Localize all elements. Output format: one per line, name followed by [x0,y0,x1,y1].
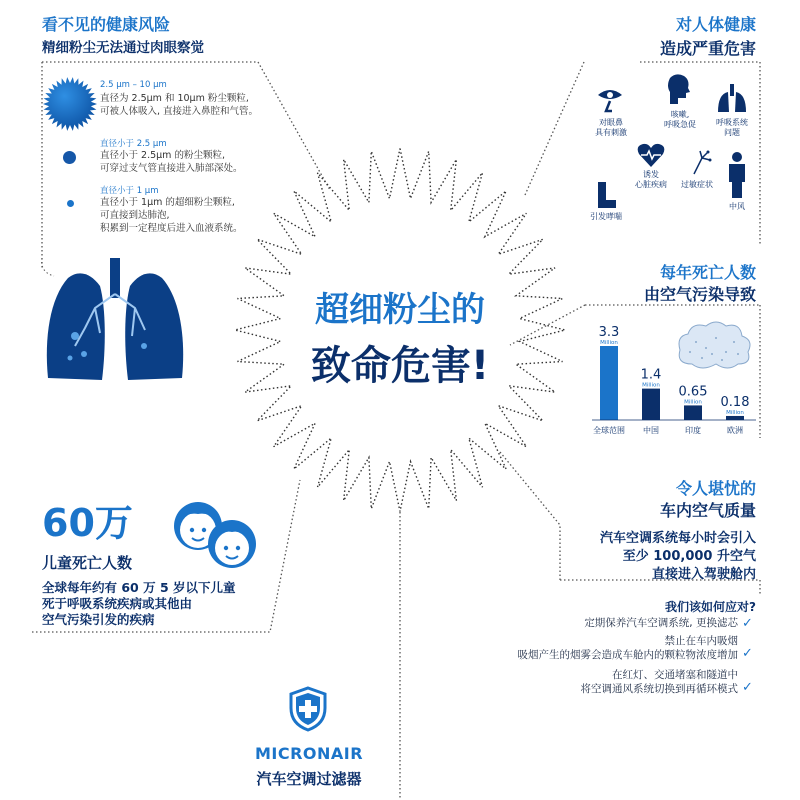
car-air-title-line1: 令人堪忧的 [675,479,756,498]
eye-nose-icon [596,85,624,113]
check-icon-3: ✓ [742,680,753,695]
tip-2: 禁止在车内吸烟 吸烟产生的烟雾会造成车舱内的颗粒物浓度增加 [517,635,738,661]
bar-unit-label-3: Million [726,409,744,416]
icon-label-heart: 诱发 心脏疾病 [635,170,667,189]
car-air-title-line2: 车内空气质量 [659,501,756,520]
icon-label-allergy: 过敏症状 [681,180,713,189]
bar-0 [600,346,618,420]
icon-label-cough: 咳嗽, 呼吸急促 [664,110,696,129]
children-faces-icon [168,496,260,572]
right-title-line2: 造成严重危害 [659,39,756,58]
children-label: 儿童死亡人数 [42,554,133,572]
bar-value-label-2: 0.65 [678,384,708,400]
lungs-icon [716,84,748,114]
icon-label-lungs: 呼吸系统 问题 [716,118,748,137]
allergy-icon [686,150,714,176]
tip-3: 在红灯、交通堵塞和隧道中 将空调通风系统切换到再循环模式 [580,669,738,695]
particle-2-desc: 直径小于 2.5μm 的粉尘颗粒, 可穿过支气管直接进入肺部深处。 [100,150,243,174]
bar-unit-label-0: Million [600,340,618,346]
car-air-desc: 汽车空调系统每小时会引入 至少 100,000 升空气 直接进入驾驶舱内 [599,531,756,582]
tips-heading: 我们该如何应对? [665,600,756,614]
bar-2 [684,405,702,420]
particle-1-size: 2.5 μm – 10 μm [100,80,167,90]
cough-icon [664,72,694,106]
icon-label-eye: 对眼鼻 具有刺激 [595,118,627,137]
icon-label-asthma: 引发哮喘 [590,212,622,221]
bar-category-label-1: 中国 [643,426,659,435]
brand-name: MICRONAIR [254,744,364,763]
heart-icon [636,142,666,168]
deaths-title-line2: 由空气污染导致 [643,285,756,304]
large-particle-icon [42,76,98,132]
particle-1-desc: 直径为 2.5μm 和 10μm 粉尘颗粒, 可被人体吸入, 直接进入鼻腔和气管。 [100,93,259,117]
particle-3-desc: 直径小于 1μm 的超细粉尘颗粒, 可直接到达肺泡, 积累到一定程度后进入血液系统。 [100,197,243,234]
left-subtitle: 精细粉尘无法通过肉眼察觉 [42,40,204,56]
bar-unit-label-2: Million [684,399,702,406]
deaths-title-line1: 每年死亡人数 [659,263,756,282]
lungs-illustration [40,258,190,386]
tip-1: 定期保养汽车空调系统, 更换滤芯 [584,617,738,629]
asthma-icon [594,180,618,210]
check-icon-1: ✓ [742,616,753,631]
children-desc: 全球每年约有 60 万 5 岁以下儿童 死于呼吸系统疾病或其他由 空气污染引发的疾病 [42,580,236,627]
small-particle-icon [67,200,74,207]
smog-cloud-icon [679,322,750,368]
bar-3 [726,416,744,420]
icon-label-stroke: 中风 [729,202,745,211]
bar-1 [642,389,660,420]
center-title-line1: 超细粉尘的 [315,290,485,330]
center-title-line2: 致命危害! [310,343,490,389]
right-title-line1: 对人体健康 [675,15,756,34]
bar-category-label-0: 全球范围 [593,426,625,435]
deaths-bar-chart [588,318,760,442]
bar-unit-label-1: Million [642,382,660,389]
bar-value-label-3: 0.18 [720,394,750,410]
particle-3-size: 直径小于 1 μm [100,186,159,196]
bar-category-label-2: 印度 [685,426,701,435]
bar-value-label-0: 3.3 [598,325,620,340]
bar-value-label-1: 1.4 [640,367,662,383]
check-icon-2: ✓ [742,646,753,661]
children-number: 60万 [42,501,133,545]
shield-cross-icon [288,686,328,732]
particle-2-size: 直径小于 2.5 μm [100,139,167,149]
brand-product: 汽车空调过滤器 [256,770,362,788]
left-title: 看不见的健康风险 [42,15,171,34]
stroke-icon [726,152,748,200]
bar-category-label-3: 欧洲 [727,426,743,435]
medium-particle-icon [63,151,76,164]
